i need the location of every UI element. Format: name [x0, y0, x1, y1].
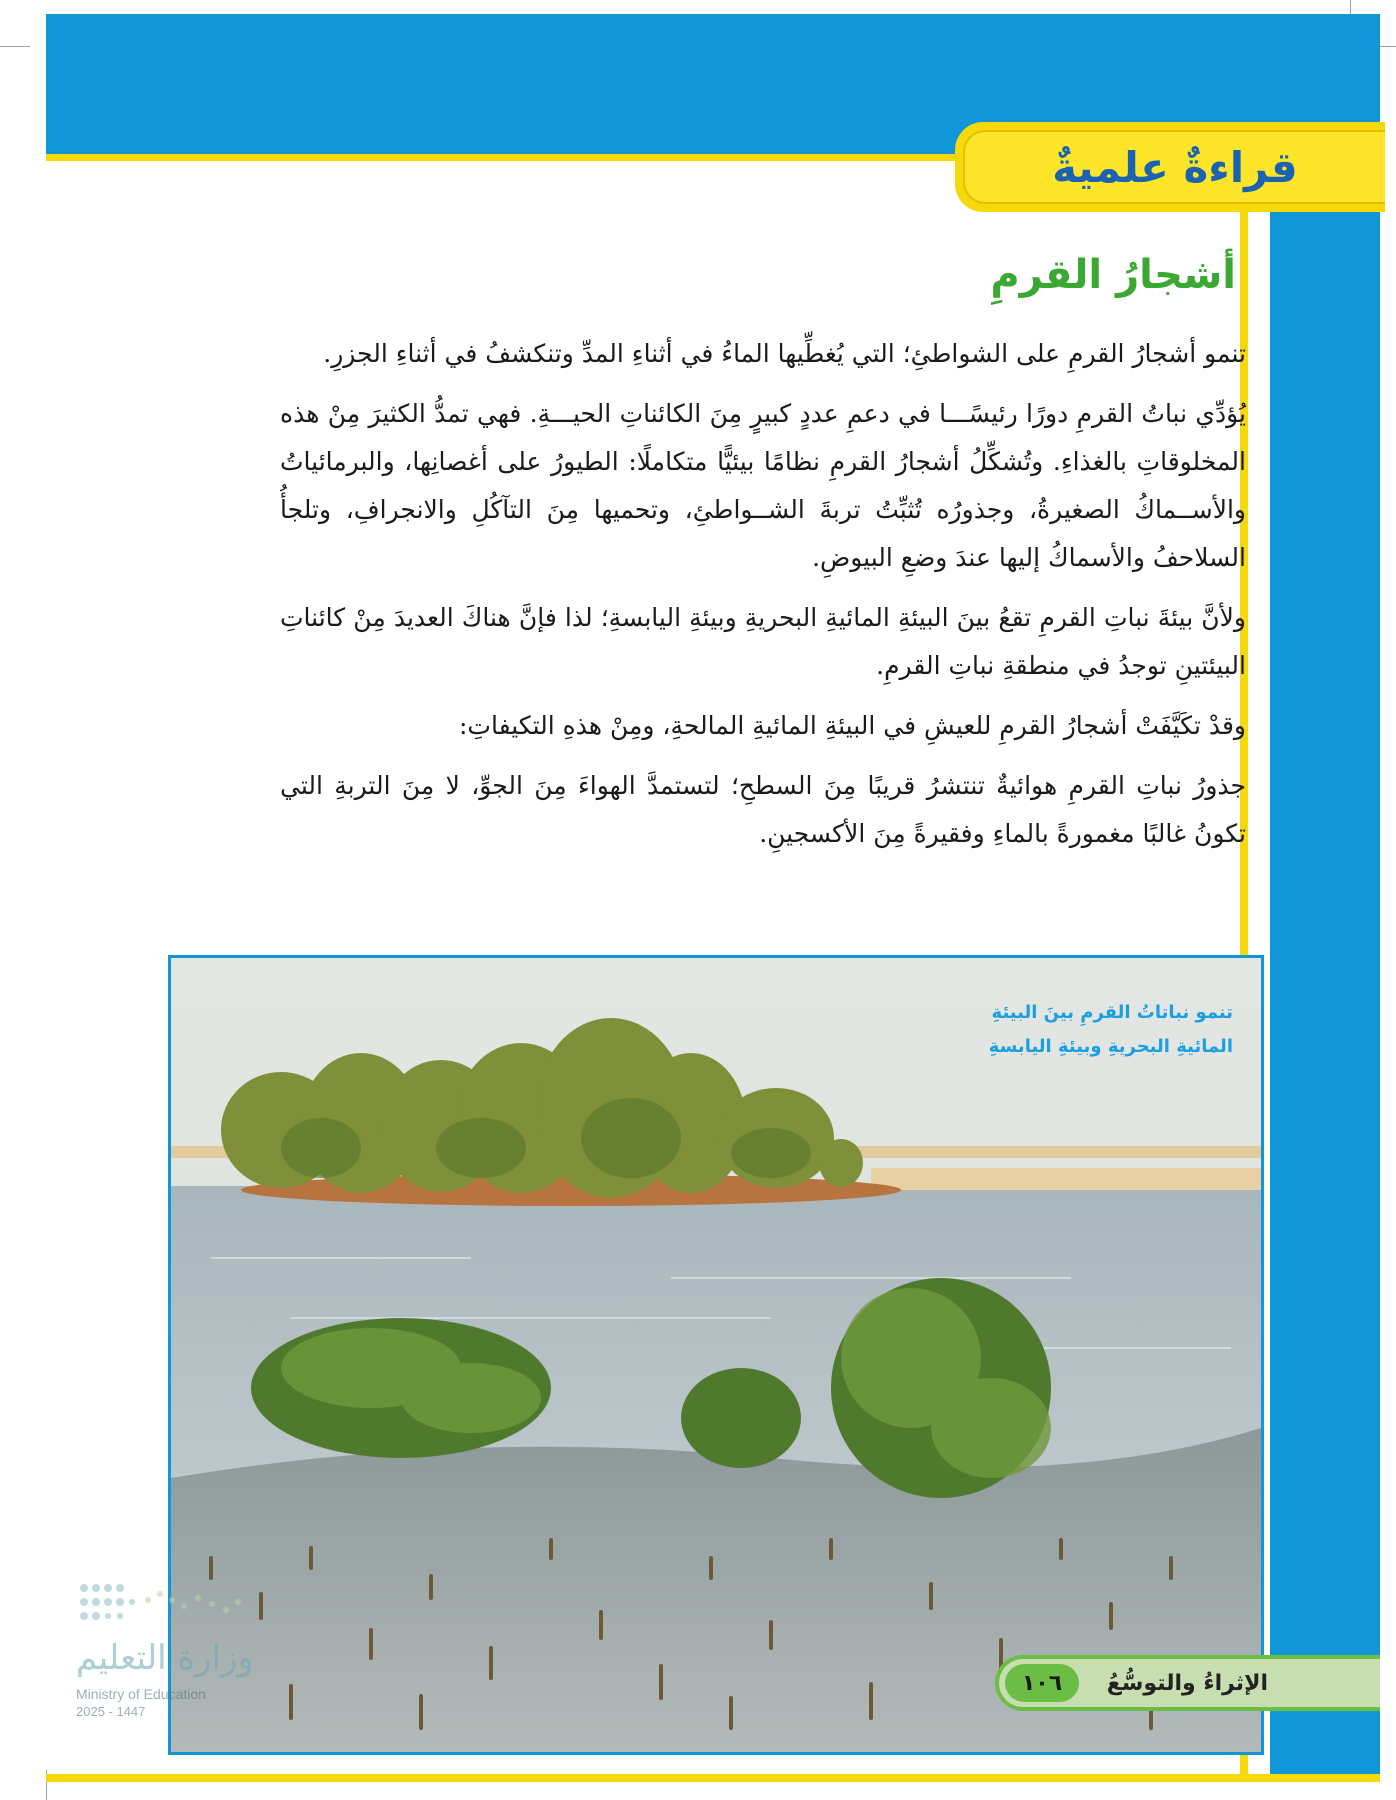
- paragraph: يُؤدِّي نباتُ القرمِ دورًا رئيسًـــا في دعمِ عددٍ كبيرٍ مِنَ الكائناتِ الحيـــةِ. فهي تمدُّ الكثيرَ مِنْ هذه المخلوقاتِ بالغذاءِ. وتُشكِّلُ أشجارُ القرمِ نظامًا بيئيًّا متكاملًا: الطيورُ على أغصانِها، والبرمائياتُ والأســماكُ الصغيرةُ، وجذورُه تُثبِّتُ تربةَ الشــواطئِ، وتحميها مِنَ التآكُلِ والانجرافِ، وتلجأُ السلاحفُ والأسماكُ إليها عندَ وضعِ البيوضِ.: [280, 399, 1246, 572]
- photo-caption: [989, 996, 1233, 1064]
- page-number: ١٠٦: [1005, 1664, 1079, 1702]
- article-title: أشجارُ القرمِ: [990, 252, 1236, 298]
- footer-section-label: الإثراءُ والتوسُّعُ: [1106, 1670, 1268, 1696]
- footer-section-tab: [995, 1655, 1380, 1711]
- watermark-arabic-text: وزارة التعليم: [76, 1638, 254, 1678]
- paragraph: جذورُ نباتِ القرمِ هوائيةٌ تنتشرُ قريبًا مِنَ السطحِ؛ لتستمدَّ الهواءَ مِنَ الجوِّ، لا مِنَ التربةِ التي تكونُ غالبًا مغمورةً بالماءِ وفقيرةً مِنَ الأكسجينِ.: [280, 771, 1246, 848]
- section-title-badge: [963, 130, 1385, 204]
- watermark-year: 2025 - 1447: [76, 1704, 146, 1719]
- ministry-logo-icon: [78, 1580, 248, 1638]
- paragraph: ولأنَّ بيئةَ نباتِ القرمِ تقعُ بينَ البيئةِ المائيةِ البحريةِ وبيئةِ اليابسةِ؛ لذا فإنَّ هناكَ العديدَ مِنْ كائناتِ البيئتينِ توجدُ في منطقةِ نباتِ القرمِ.: [280, 603, 1246, 680]
- article-body: [280, 330, 1246, 870]
- mangrove-illustration: [171, 958, 1261, 1752]
- side-band: [1270, 154, 1380, 1774]
- paragraph: تنمو أشجارُ القرمِ على الشواطئِ؛ التي يُغطِّيها الماءُ في أثناءِ المدِّ وتنكشفُ في أثناءِ الجزرِ.: [323, 339, 1246, 368]
- ministry-watermark: [74, 1578, 254, 1728]
- section-title-tab: [955, 122, 1385, 212]
- watermark-english-text: Ministry of Education: [76, 1686, 206, 1702]
- caption-line: تنمو نباتاتُ القرمِ بينَ البيئةِ: [991, 1002, 1233, 1023]
- mangrove-photo: [168, 955, 1264, 1755]
- caption-line: المائيةِ البحريةِ وبيئةِ اليابسةِ: [988, 1036, 1233, 1057]
- section-title: قراءةٌ علميةٌ: [1052, 142, 1298, 192]
- paragraph: وقدْ تكَيَّفَتْ أشجارُ القرمِ للعيشِ في البيئةِ المائيةِ المالحةِ، ومِنْ هذهِ التكيفاتِ:: [459, 711, 1246, 740]
- bottom-accent-line: [46, 1774, 1380, 1782]
- crop-mark: [0, 46, 30, 47]
